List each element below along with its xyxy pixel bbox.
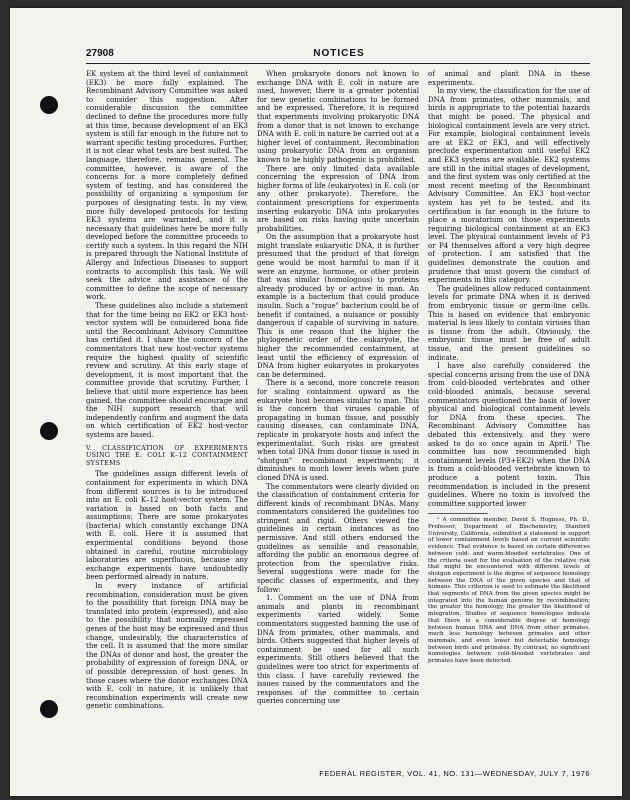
paragraph: The guidelines assign different levels of containment for experiments in which DNA from different sources is to be introduced into an E. coli K–12 host-vector system. The variation is based on both facts and assumptions: There are some prokaryotes (bacteria) which constantly exchange DNA with E. coli. Here it is assumed that experimental conditions beyond those obtained in careful, routine microbiology laboratories are superfluous, because any exchange experiments have undoubtedly been performed already in nature. bbox=[86, 470, 248, 582]
text-columns bbox=[86, 70, 590, 760]
paragraph: In my view, the classification for the use of DNA from primates, other mammals, and birds is appropriate to the potential hazards that might be posed. The physical and biological containment levels are very strict. For example, biological containment levels are at EK2 or EK3, and will effectively preclude experimentation until useful EK2 and EK3 systems are available. EK2 systems are still in the initial stages of development, and the first system was only certified at the most recent meeting of the Recombinant Advisory Committee. An EK3 host-vector system has yet to be tested, and its certification is far enough in the future to place a moratorium on those experiments requiring biological containment at an EK3 level. The physical containment levels of P3 or P4 themselves afford a very high degree of protection. I am satisfied that the guidelines demonstrate the caution and prudence that must govern the conduct of experiments in this category. bbox=[428, 87, 590, 285]
paragraph: The guidelines allow reduced containment levels for primate DNA when it is derived from embryonic tissue or germ-line cells. This is based on evidence that embryonic material is less likely to contain viruses than is tissue from the adult. Obviously, the embryonic tissue must be free of adult tissue, and the present guidelines so indicate. bbox=[428, 284, 590, 362]
document-page bbox=[10, 8, 622, 796]
paragraph: These guidelines also include a statement that for the time being no EK2 or EK3 host-vector system will be considered bona fide until the Recombinant Advisory Committee has certified it. I share the concern of the commentators that new host-vector systems require the highest quality of scientific review and scrutiny. At this early stage of development, it is most important that the committee provide that scrutiny. Further, I believe that until more experience has been gained, the committee should encourage and the NIH support research that will independently confirm and augment the data on which certification of EK2 host-vector systems are based. bbox=[86, 302, 248, 439]
paragraph: On the assumption that a prokaryote host might translate eukaryotic DNA, it is further presumed that the product of that foreign gene would be most harmful to man if it were an enzyme, hormone, or other protein that was similar (homologous) to proteins already produced by or active in man. An example is a bacterium that could produce insulin. Such a "rogue" bacterium could be of benefit if contained, a nuisance or possibly dangerous if capable of surviving in nature. This is one reason that the higher the phylogenetic order of the eukaryote, the higher the recommended containment, at least until the efficiency of expression of DNA from higher eukaryotes in prokaryotes can be determined. bbox=[257, 233, 419, 379]
footnote-rule bbox=[428, 513, 488, 514]
paragraph: 1. Comment on the use of DNA from animals and plants in recombinant experiments varied widely. Some commentators suggested banning the use of DNA from primates, other mammals, and birds. Others suggested that higher levels of containment be used for all such experiments. Still others believed that the guidelines were too strict for experiments of this class. I have carefully reviewed the issues raised by the commentators and the responses of the committee to certain queries concerning use bbox=[257, 594, 419, 706]
punch-hole bbox=[40, 422, 58, 440]
column-right bbox=[428, 70, 590, 760]
paragraph: There are only limited data available concerning the expression of DNA from higher forms of life (eukaryotes) in E. coli (or any other prokaryote). Therefore, the containment prescriptions for experiments inserting eukaryotic DNA into prokaryotes are based on risks having quite uncertain probabilities. bbox=[257, 164, 419, 233]
column-left bbox=[86, 70, 248, 760]
paragraph: EK system at the third level of containment (EK3) be more fully explained. The Recombinant Advisory Committee was asked to consider this suggestion. After considerable discussion the committee declined to define the procedures more fully at this time, because development of an EK3 system is still far enough in the future not to warrant specific testing procedures. Further, it is not clear what tests are best suited. The language, therefore, remains general. The committee, however, is aware of the concerns for a more completely defined system of testing, and has considered the possibility of organizing a symposium for purposes of designating tests. In my view, more fully developed protocols for testing EK3 systems are warranted, and it is necessary that guidelines here be more fully developed before the committee proceeds to certify such a system. In this regard the NIH is prepared through the National Institute of Allergy and Infectious Diseases to support contracts to accomplish this task. We will seek the advice and assistance of the committee to define the scope of necessary work. bbox=[86, 70, 248, 302]
paragraph: In every instance of artificial recombination, consideration must be given to the possibility that foreign DNA may be translated into protein (expressed), and also to the possibility that normally repressed genes of the host may be expressed and thus change, undesirably, the characteristics of the cell. It is assumed that the more similar the DNAs of donor and host, the greater the probability of expression of foreign DNA, or of possible derepression of host genes. In those cases where the donor exchanges DNA with E. coli in nature, it is unlikely that recombination experiments will create new genetic combinations. bbox=[86, 582, 248, 711]
paragraph: I have also carefully considered the special concerns arising from the use of DNA from cold-blooded vertebrates and other cold-blooded animals, because several commentators questioned the basis of lower physical and biological containment levels for DNA from these species. The Recombinant Advisory Committee has debated this extensively, and they were asked to do so once again in April.¹ The committee has now recommended high containment levels (P3+EK2) when the DNA is from a cold-blooded vertebrate known to produce a potent toxin. This recommendation is included in the present guidelines. Where no toxin is involved the committee supported lower bbox=[428, 362, 590, 508]
section-heading: V. CLASSIFICATION OF EXPERIMENTS USING THE E. COLI K–12 CONTAINMENT SYSTEMS bbox=[86, 444, 248, 467]
section-title: NOTICES bbox=[313, 48, 365, 59]
paragraph: of animal and plant DNA in these experiments. bbox=[428, 70, 590, 87]
paragraph: The commentators were clearly divided on the classification of containment criteria for different kinds of recombinant DNAs. Many commentators considered the guidelines too stringent and rigid. Others viewed the guidelines in certain instances as too permissive. And still others endorsed the guidelines as sensible and reasonable, affording the public an enormous degree of protection from the speculative risks. Several suggestions were made for the specific classes of experiments, and they follow: bbox=[257, 482, 419, 594]
header-rule bbox=[86, 63, 590, 64]
page-footer: FEDERAL REGISTER, VOL. 41, NO. 131—WEDNESDAY, JULY 7, 1976 bbox=[319, 769, 590, 778]
punch-hole bbox=[40, 96, 58, 114]
page-number: 27908 bbox=[86, 48, 114, 59]
paragraph: There is a second, more concrete reason for scaling containment upward as the eukaryote host becomes similar to man. This is the concern that viruses capable of propagating in human tissue, and possibly causing diseases, can contaminate DNA, replicate in prokaryote hosts and infect the experimentalist. Such risks are greatest when total DNA from donor tissue is used in "shotgun" recombinant experiments; it diminishes to much lower levels when pure cloned DNA is used. bbox=[257, 379, 419, 482]
footnote: ¹ A committee member, David S. Hogness, Ph. D., Professor, Department of Biochemistry, Stanford University, California, submitted a statement in support of lower containment levels based on current scientific evidence. That evidence is based on certain differences between cold- and warm-blooded vertebrates. One of the criteria used for the evaluation of the relative risk that might be encountered with different levels of shotgun experiment is the degree of sequence homology between the DNA of the given species and that of humans. This criterion is used to estimate the likelihood that segments of DNA from the given species might be integrated into the human genome by recombination; the greater the homology, the greater the likelihood of integration. Studies of sequence homologies indicate that there is a considerable degree of homology between human DNA and DNA from other primates, much less homology between primates and other mammals, and even lower but detectable homology between birds and primates. By contrast, no significant homologies between cold-blooded vertebrates and primates have been detected. bbox=[428, 517, 590, 665]
column-middle bbox=[257, 70, 419, 760]
paragraph: When prokaryote donors not known to exchange DNA with E. coli in nature are used, however, there is a greater potential for new genetic combinations to be formed and be expressed. Therefore, it is required that experiments involving prokaryotic DNA from a donor that is not known to exchange DNA with E. coli in nature be carried out at a higher level of containment. Recombination using prokaryotic DNA from an organism known to be highly pathogenic is prohibited. bbox=[257, 70, 419, 164]
punch-hole bbox=[40, 700, 58, 718]
